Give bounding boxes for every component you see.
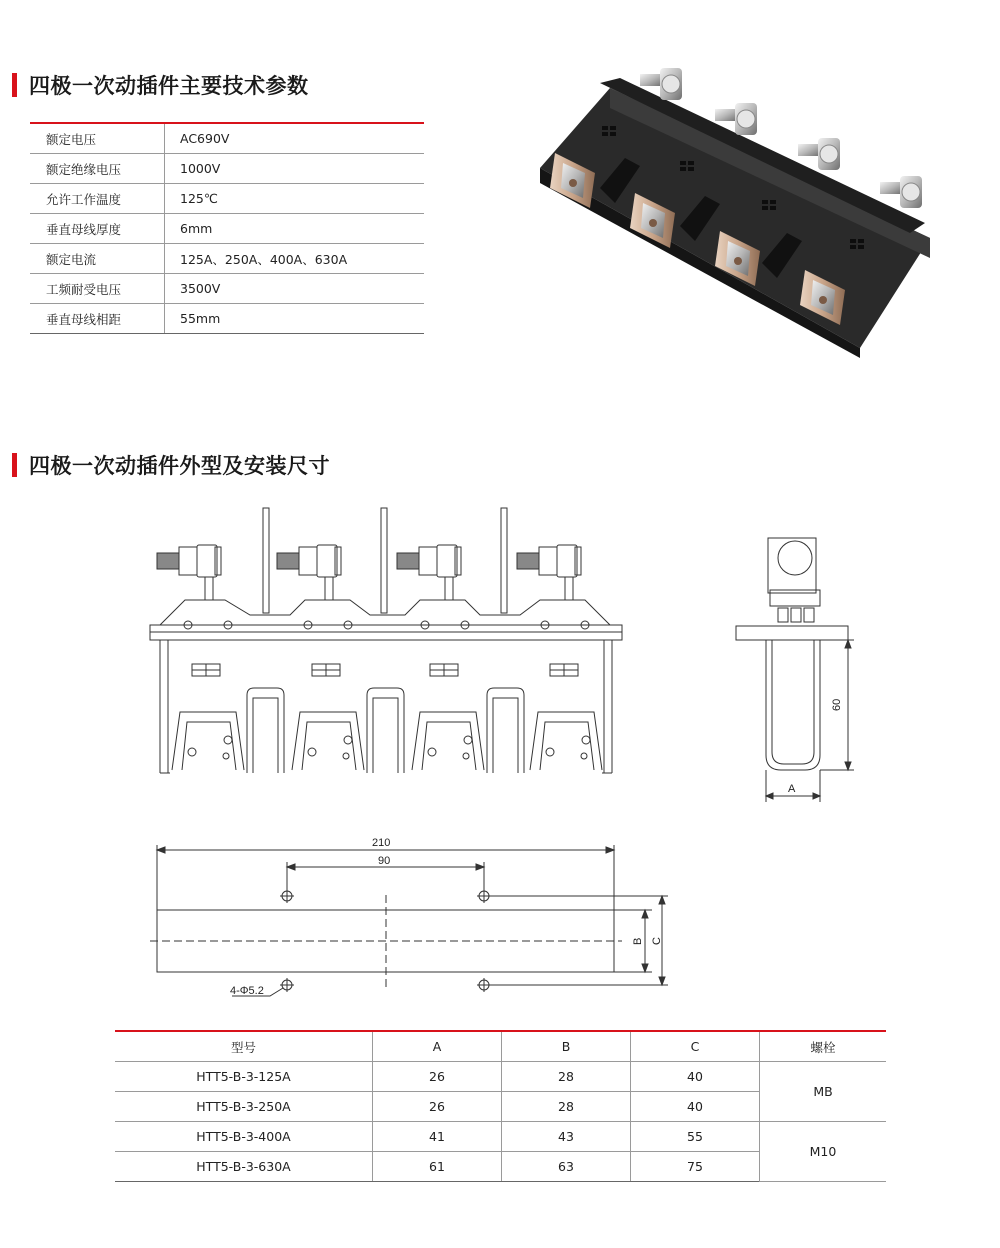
table-row (115, 1062, 886, 1092)
dim-c-label: C (651, 937, 663, 945)
spec-row (30, 124, 424, 154)
section-title-text: 四极一次动插件外型及安装尺寸 (29, 454, 330, 478)
spec-row (30, 244, 424, 274)
dim-210-label: 210 (372, 837, 391, 849)
cell-a: 41 (373, 1122, 502, 1152)
section-title-specs (12, 72, 309, 98)
spec-row (30, 304, 424, 334)
front-view (150, 508, 622, 773)
col-header-c: C (631, 1031, 760, 1062)
title-accent-bar (12, 453, 17, 477)
spec-label: 垂直母线厚度 (30, 214, 165, 243)
side-view (736, 538, 854, 802)
cell-c: 75 (631, 1152, 760, 1182)
spec-table (30, 122, 424, 334)
spec-value: 3500V (180, 281, 221, 296)
col-header-a: A (373, 1031, 502, 1062)
section-title-drawing (12, 452, 330, 478)
spec-value: 1000V (180, 161, 221, 176)
cell-model: HTT5-B-3-400A (115, 1122, 373, 1152)
spec-value: 6mm (180, 221, 213, 236)
title-accent-bar (12, 73, 17, 97)
spec-label: 工频耐受电压 (30, 274, 165, 303)
cell-model: HTT5-B-3-125A (115, 1062, 373, 1092)
spec-label: 额定绝缘电压 (30, 154, 165, 183)
product-photo (530, 58, 940, 358)
spec-label: 允许工作温度 (30, 184, 165, 213)
hole-spec-label: 4-Φ5.2 (230, 985, 264, 997)
plan-view (150, 845, 668, 996)
col-header-bolt: 螺栓 (760, 1031, 887, 1062)
dim-60-label: 60 (831, 698, 843, 711)
cell-a: 26 (373, 1092, 502, 1122)
spec-value: 125℃ (180, 191, 218, 206)
section-title-text: 四极一次动插件主要技术参数 (29, 74, 309, 98)
spec-row (30, 154, 424, 184)
cell-b: 28 (502, 1062, 631, 1092)
cell-bolt: M10 (760, 1122, 887, 1182)
col-header-model: 型号 (115, 1031, 373, 1062)
dim-90-label: 90 (378, 855, 391, 867)
cell-c: 40 (631, 1062, 760, 1092)
dim-a-label: A (788, 783, 796, 795)
cell-bolt: MB (760, 1062, 887, 1122)
spec-label: 额定电压 (30, 124, 165, 153)
spec-value: 125A、250A、400A、630A (180, 251, 348, 267)
cell-c: 40 (631, 1092, 760, 1122)
model-table (115, 1030, 886, 1182)
cell-a: 61 (373, 1152, 502, 1182)
cell-a: 26 (373, 1062, 502, 1092)
technical-drawing (0, 490, 1000, 1010)
spec-label: 垂直母线相距 (30, 304, 165, 333)
cell-model: HTT5-B-3-250A (115, 1092, 373, 1122)
spec-row (30, 184, 424, 214)
cell-c: 55 (631, 1122, 760, 1152)
spec-value: AC690V (180, 131, 230, 146)
table-row (115, 1122, 886, 1152)
spec-value: 55mm (180, 311, 221, 326)
cell-b: 43 (502, 1122, 631, 1152)
cell-model: HTT5-B-3-630A (115, 1152, 373, 1182)
cell-b: 63 (502, 1152, 631, 1182)
spec-row (30, 274, 424, 304)
spec-row (30, 214, 424, 244)
cell-b: 28 (502, 1092, 631, 1122)
col-header-b: B (502, 1031, 631, 1062)
spec-label: 额定电流 (30, 244, 165, 273)
dim-b-label: B (632, 937, 644, 945)
